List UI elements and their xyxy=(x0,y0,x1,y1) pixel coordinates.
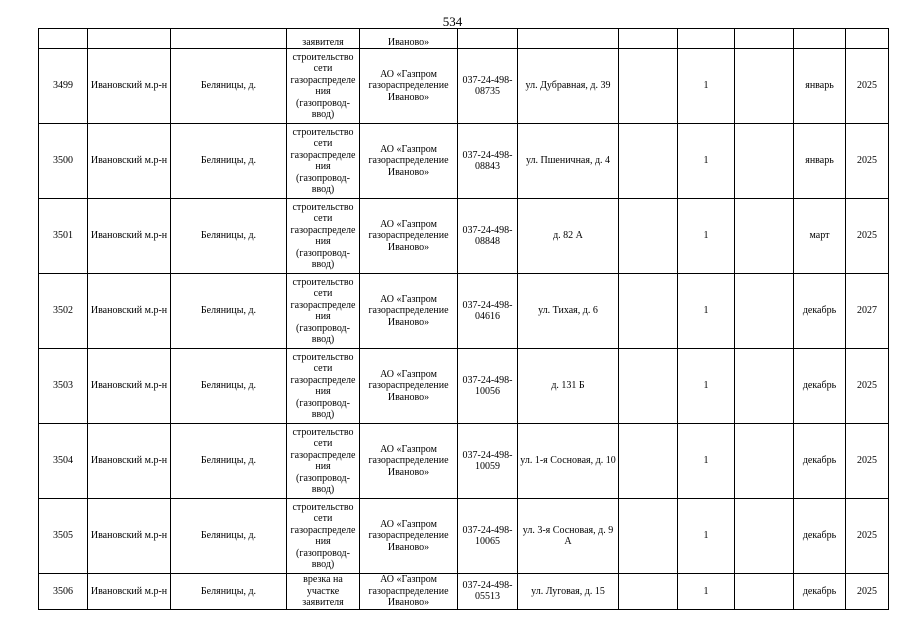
cell-empty xyxy=(619,199,678,274)
cell-empty xyxy=(619,424,678,499)
cell-code: 037-24-498-08843 xyxy=(458,124,518,199)
cell-org: АО «Газпром газораспределение Иваново» xyxy=(360,49,458,124)
cell-month: март xyxy=(794,199,846,274)
cell-address: ул. Луговая, д. 15 xyxy=(518,574,619,610)
cell-code: 037-24-498-10056 xyxy=(458,349,518,424)
cell-locality: Беляницы, д. xyxy=(171,274,287,349)
cell-district: Ивановский м.р-н xyxy=(88,499,171,574)
cell-type: заявителя xyxy=(287,29,360,49)
cell-locality: Беляницы, д. xyxy=(171,199,287,274)
cell-empty xyxy=(735,499,794,574)
cell-number: 3505 xyxy=(39,499,88,574)
cell-locality: Беляницы, д. xyxy=(171,49,287,124)
cell-year: 2027 xyxy=(846,274,889,349)
cell-empty xyxy=(619,574,678,610)
cell-code: 037-24-498-10059 xyxy=(458,424,518,499)
cell-type: строительство сети газораспределения (газопровод-ввод) xyxy=(287,274,360,349)
cell-org: АО «Газпром газораспределение Иваново» xyxy=(360,349,458,424)
table-row xyxy=(39,424,889,499)
cell-district: Ивановский м.р-н xyxy=(88,124,171,199)
cell-empty xyxy=(619,124,678,199)
cell-number: 3502 xyxy=(39,274,88,349)
cell-district: Ивановский м.р-н xyxy=(88,574,171,610)
cell-quantity: 1 xyxy=(678,574,735,610)
cell-code: 037-24-498-08848 xyxy=(458,199,518,274)
cell-address: д. 82 А xyxy=(518,199,619,274)
cell-locality: Беляницы, д. xyxy=(171,124,287,199)
cell-number: 3499 xyxy=(39,49,88,124)
cell-quantity: 1 xyxy=(678,424,735,499)
cell-empty xyxy=(619,499,678,574)
cell-quantity: 1 xyxy=(678,349,735,424)
cell-empty xyxy=(735,349,794,424)
cell-quantity: 1 xyxy=(678,199,735,274)
cell-org: АО «Газпром газораспределение Иваново» xyxy=(360,274,458,349)
cell-empty xyxy=(735,199,794,274)
cell-address: ул. Тихая, д. 6 xyxy=(518,274,619,349)
gas-connection-table xyxy=(38,28,889,610)
table-row xyxy=(39,499,889,574)
cell-org: АО «Газпром газораспределение Иваново» xyxy=(360,199,458,274)
cell-month: декабрь xyxy=(794,349,846,424)
cell-type: строительство сети газораспределения (газопровод-ввод) xyxy=(287,199,360,274)
cell-month: декабрь xyxy=(794,574,846,610)
cell-year: 2025 xyxy=(846,349,889,424)
cell-year: 2025 xyxy=(846,49,889,124)
cell-year: 2025 xyxy=(846,424,889,499)
cell-month: декабрь xyxy=(794,499,846,574)
cell-year: 2025 xyxy=(846,199,889,274)
cell-org: АО «Газпром газораспределение Иваново» xyxy=(360,124,458,199)
cell-month: январь xyxy=(794,49,846,124)
cell-number: 3500 xyxy=(39,124,88,199)
cell-type: строительство сети газораспределения (газопровод-ввод) xyxy=(287,124,360,199)
cell-org: АО «Газпром газораспределение Иваново» xyxy=(360,499,458,574)
cell-empty xyxy=(619,349,678,424)
cell-code: 037-24-498-08735 xyxy=(458,49,518,124)
cell-org: Иваново» xyxy=(360,29,458,49)
cell-address: ул. 1-я Сосновая, д. 10 xyxy=(518,424,619,499)
cell-number: 3501 xyxy=(39,199,88,274)
cell-address: ул. Дубравная, д. 39 xyxy=(518,49,619,124)
cell-type: строительство сети газораспределения (газопровод-ввод) xyxy=(287,424,360,499)
cell-month: декабрь xyxy=(794,274,846,349)
table-row xyxy=(39,349,889,424)
cell-quantity: 1 xyxy=(678,49,735,124)
cell-empty xyxy=(619,274,678,349)
cell-district: Ивановский м.р-н xyxy=(88,199,171,274)
cell-type: врезка на участке заявителя xyxy=(287,574,360,610)
cell-address: д. 131 Б xyxy=(518,349,619,424)
cell-number: 3504 xyxy=(39,424,88,499)
cell-number: 3506 xyxy=(39,574,88,610)
cell-code: 037-24-498-10065 xyxy=(458,499,518,574)
cell-address: ул. Пшеничная, д. 4 xyxy=(518,124,619,199)
cell-org: АО «Газпром газораспределение Иваново» xyxy=(360,424,458,499)
cell-locality: Беляницы, д. xyxy=(171,499,287,574)
cell-year: 2025 xyxy=(846,574,889,610)
cell-type: строительство сети газораспределения (газопровод-ввод) xyxy=(287,49,360,124)
table-row xyxy=(39,274,889,349)
cell-district: Ивановский м.р-н xyxy=(88,49,171,124)
cell-empty xyxy=(619,49,678,124)
cell-quantity: 1 xyxy=(678,499,735,574)
cell-code: 037-24-498-05513 xyxy=(458,574,518,610)
cell-district: Ивановский м.р-н xyxy=(88,424,171,499)
cell-district: Ивановский м.р-н xyxy=(88,349,171,424)
cell-number: 3503 xyxy=(39,349,88,424)
page-number: 534 xyxy=(442,14,463,29)
cell-code: 037-24-498-04616 xyxy=(458,274,518,349)
table-row xyxy=(39,574,889,610)
cell-locality: Беляницы, д. xyxy=(171,349,287,424)
cell-empty xyxy=(735,574,794,610)
table-row xyxy=(39,124,889,199)
cell-empty xyxy=(735,49,794,124)
cell-year: 2025 xyxy=(846,124,889,199)
table-body xyxy=(39,29,889,610)
cell-month: декабрь xyxy=(794,424,846,499)
cell-district: Ивановский м.р-н xyxy=(88,274,171,349)
cell-empty xyxy=(735,124,794,199)
cell-year: 2025 xyxy=(846,499,889,574)
cell-locality: Беляницы, д. xyxy=(171,424,287,499)
table-row xyxy=(39,199,889,274)
table-row-continued xyxy=(39,29,889,49)
cell-quantity: 1 xyxy=(678,124,735,199)
cell-month: январь xyxy=(794,124,846,199)
cell-locality: Беляницы, д. xyxy=(171,574,287,610)
cell-quantity: 1 xyxy=(678,274,735,349)
cell-empty xyxy=(735,424,794,499)
cell-type: строительство сети газораспределения (газопровод-ввод) xyxy=(287,349,360,424)
cell-address: ул. 3-я Сосновая, д. 9 А xyxy=(518,499,619,574)
table-row xyxy=(39,49,889,124)
cell-type: строительство сети газораспределения (газопровод-ввод) xyxy=(287,499,360,574)
cell-org: АО «Газпром газораспределение Иваново» xyxy=(360,574,458,610)
cell-empty xyxy=(735,274,794,349)
